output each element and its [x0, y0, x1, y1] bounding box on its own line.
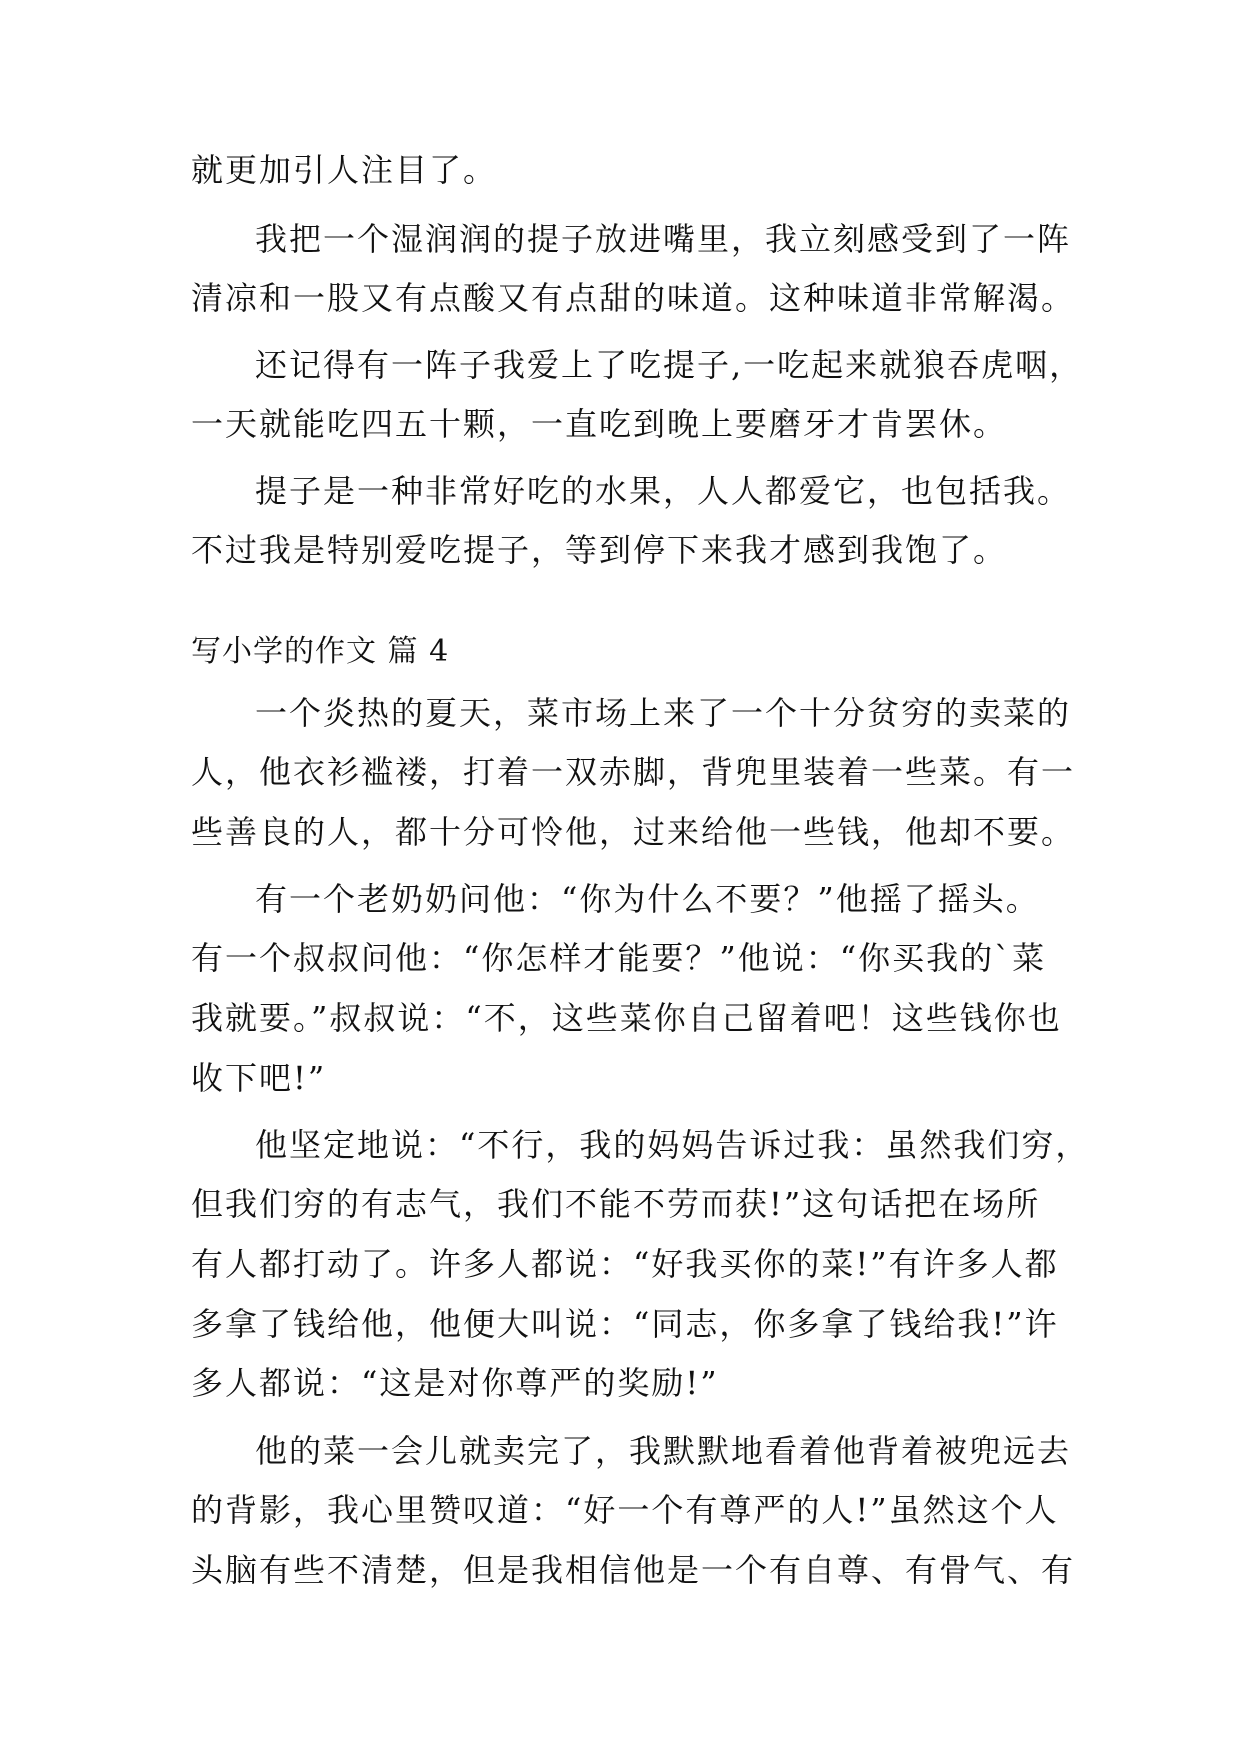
- text-line: 我就要。”叔叔说：“不，这些菜你自己留着吧！这些钱你也: [191, 999, 1062, 1037]
- text-line: 些善良的人，都十分可怜他，过来给他一些钱，他却不要。: [191, 813, 1076, 851]
- text-line: 就更加引人注目了。: [191, 151, 498, 189]
- paragraph-first-line: 有一个老奶奶问他：“你为什么不要？”他摇了摇头。: [255, 880, 1040, 918]
- text-line: 清凉和一股又有点酸又有点甜的味道。这种味道非常解渴。: [191, 279, 1076, 317]
- text-line: 不过我是特别爱吃提子，等到停下来我才感到我饱了。: [191, 531, 1008, 569]
- paragraph-first-line: 还记得有一阵子我爱上了吃提子,一吃起来就狼吞虎咽，: [255, 346, 1084, 384]
- text-line: 多拿了钱给他，他便大叫说：“同志，你多拿了钱给我!”许: [191, 1305, 1059, 1343]
- text-line: 人，他衣衫褴褛，打着一双赤脚，背兜里装着一些菜。有一: [191, 753, 1076, 791]
- paragraph-first-line: 一个炎热的夏天，菜市场上来了一个十分贫穷的卖菜的: [255, 694, 1072, 732]
- paragraph-first-line: 他坚定地说：“不行，我的妈妈告诉过我：虽然我们穷，: [255, 1126, 1090, 1164]
- text-line: 有人都打动了。许多人都说：“好我买你的菜!”有许多人都: [191, 1245, 1059, 1283]
- text-line: 的背影，我心里赞叹道：“好一个有尊严的人!”虽然这个人: [191, 1491, 1059, 1529]
- text-line: 头脑有些不清楚，但是我相信他是一个有自尊、有骨气、有: [191, 1551, 1076, 1589]
- paragraph-first-line: 他的菜一会儿就卖完了，我默默地看着他背着被兜远去: [255, 1432, 1072, 1470]
- section-heading: 写小学的作文 篇 4: [191, 634, 450, 669]
- text-line: 一天就能吃四五十颗，一直吃到晚上要磨牙才肯罢休。: [191, 405, 1008, 443]
- text-line: 但我们穷的有志气，我们不能不劳而获!”这句话把在场所: [191, 1185, 1041, 1223]
- text-line: 多人都说：“这是对你尊严的奖励!”: [191, 1364, 719, 1402]
- paragraph-first-line: 提子是一种非常好吃的水果，人人都爱它，也包括我。: [255, 472, 1072, 510]
- text-line: 收下吧!”: [191, 1059, 327, 1097]
- paragraph-first-line: 我把一个湿润润的提子放进嘴里，我立刻感受到了一阵: [255, 220, 1072, 258]
- text-line: 有一个叔叔问他：“你怎样才能要？”他说：“你买我的`菜: [191, 939, 1047, 977]
